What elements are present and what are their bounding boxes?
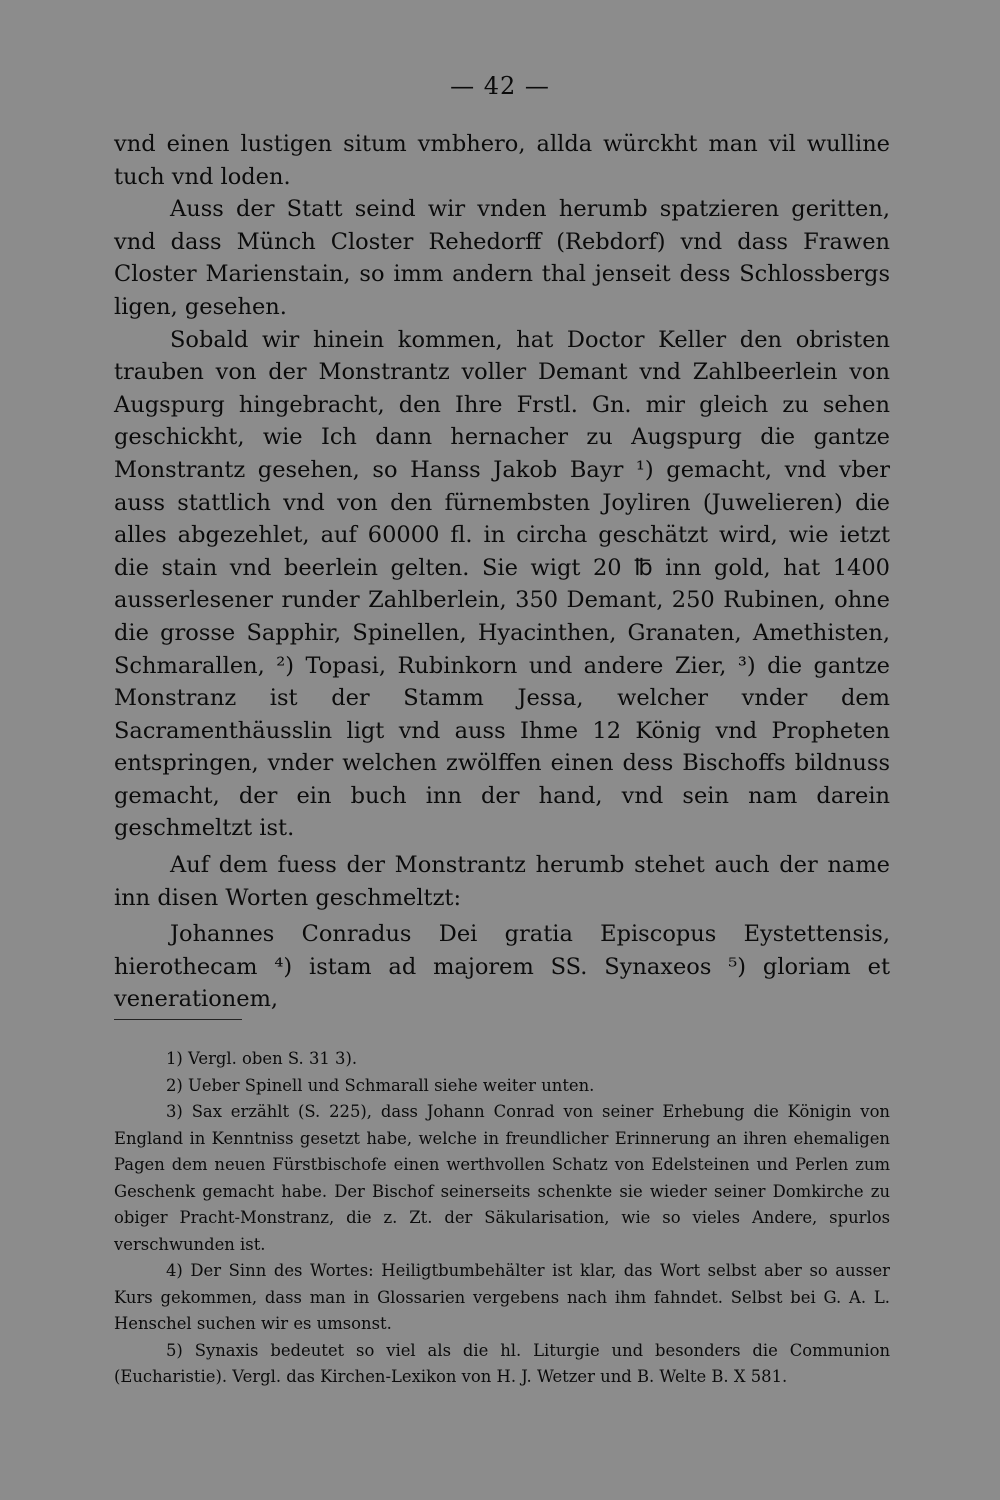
footnote-4: 4) Der Sinn des Wortes: Heiligtbumbehälter ist klar, das Wort selbst aber so ausser Kurs gekommen, dass man in Glossarien vergebens nach ihm fahndet. Selbst bei G. A. L. Henschel suchen wir es umsonst.: [114, 1261, 890, 1333]
footnote-3: 3) Sax erzählt (S. 225), dass Johann Conrad von seiner Erhebung die Königin von England in Kenntniss gesetzt habe, welche in freundlicher Erinnerung an ihren ehemaligen Pagen dem neuen Fürstbischofe einen werthvollen Schatz von Edelsteinen und Perlen zum Geschenk gemacht habe. Der Bischof seinerseits schenkte sie wieder seiner Domkirche zu obiger Pracht-Monstranz, die z. Zt. der Säkularisation, wie so vieles Andere, spurlos verschwunden ist.: [114, 1102, 890, 1254]
footnote-5: 5) Synaxis bedeutet so viel als die hl. Liturgie und besonders die Communion (Eucharistie). Vergl. das Kirchen-Lexikon von H. J. Wetzer und B. Welte B. X 581.: [114, 1340, 890, 1386]
footnote-2: 2) Ueber Spinell und Schmarall siehe weiter unten.: [166, 1075, 595, 1095]
paragraph-4: Auf dem fuess der Monstrantz herumb stehet auch der name inn disen Worten geschmeltzt:: [114, 852, 890, 911]
main-text: [114, 128, 890, 1016]
paragraph-2: Auss der Statt seind wir vnden herumb spatzieren geritten, vnd dass Münch Closter Rehedorff (Rebdorf) vnd dass Frawen Closter Marienstain, so imm andern thal jenseit dess Schlossbergs ligen, gesehen.: [114, 196, 890, 320]
footnotes: [114, 1046, 890, 1391]
paragraph-3: Sobald wir hinein kommen, hat Doctor Keller den obristen trauben von der Monstrantz voller Demant vnd Zahlbeerlein von Augspurg hingebracht, den Ihre Frstl. Gn. mir gleich zu sehen geschickht, wie Ich dann hernacher zu Augspurg die gantze Monstrantz gesehen, so Hanss Jakob Bayr ¹) gemacht, vnd vber auss stattlich vnd von den fürnembsten Joyliren (Juwelieren) die alles abgezehlet, auf 60000 fl. in circha geschätzt wird, wie ietzt die stain vnd beerlein gelten. Sie wigt 20 ℔ inn gold, hat 1400 ausserlesener runder Zahlberlein, 350 Demant, 250 Rubinen, ohne die grosse Sapphir, Spinellen, Hyacinthen, Granaten, Amethisten, Schmarallen, ²) Topasi, Rubinkorn und andere Zier, ³) die gantze Monstranz ist der Stamm Jessa, welcher vnder dem Sacramenthäusslin ligt vnd auss Ihme 12 König vnd Propheten entspringen, vnder welchen zwölffen einen dess Bischoffs bildnuss gemacht, der ein buch inn der hand, vnd sein nam darein geschmeltzt ist.: [114, 326, 890, 842]
footnote-separator: [114, 1019, 242, 1020]
page-number: — 42 —: [450, 72, 550, 100]
paragraph-1: vnd einen lustigen situm vmbhero, allda würckht man vil wulline tuch vnd loden.: [114, 131, 890, 190]
footnote-1: 1) Vergl. oben S. 31 3).: [166, 1049, 358, 1068]
paragraph-5: Johannes Conradus Dei gratia Episcopus Eystettensis, hierothecam ⁴) istam ad majorem SS. Synaxeos ⁵) gloriam et venerationem,: [114, 921, 890, 1013]
